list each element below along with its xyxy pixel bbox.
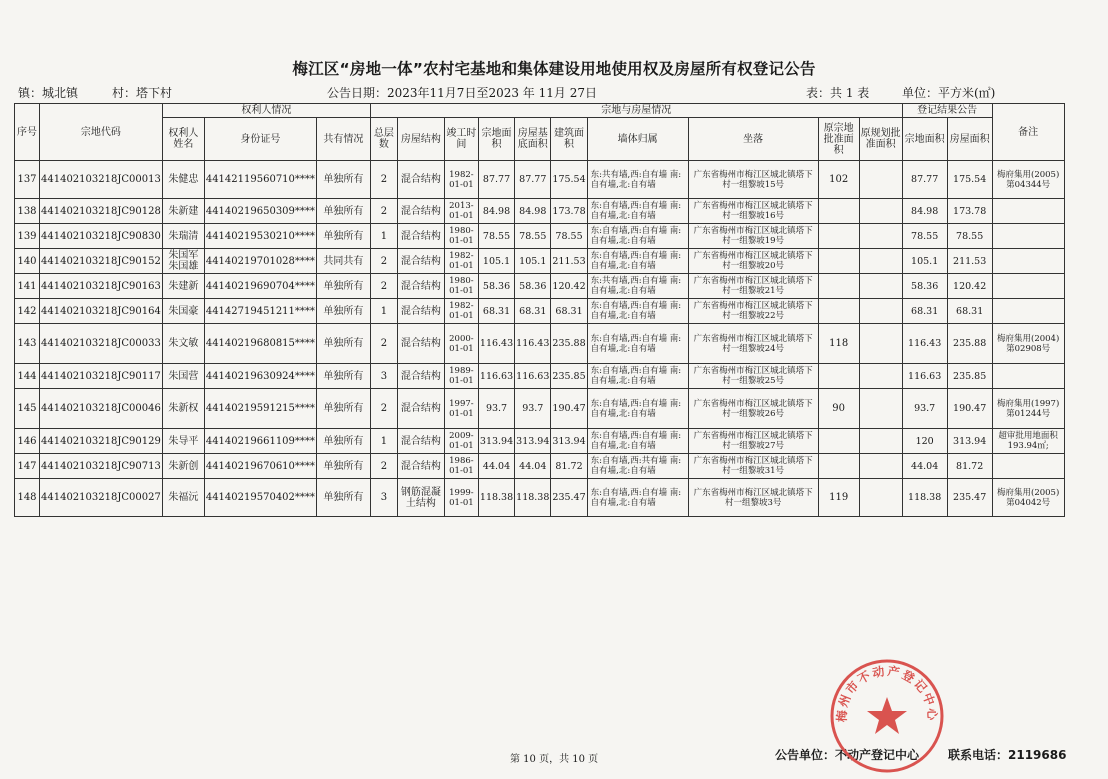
cell-orig-plan (859, 249, 902, 274)
cell-floors: 2 (370, 274, 397, 299)
table-row (15, 249, 1065, 274)
cell-remark (992, 454, 1064, 479)
cell-seq: 148 (15, 479, 40, 517)
header-floor-area: 建筑面积 (551, 118, 587, 161)
cell-parcel-code: 441402103218JC00046 (40, 389, 163, 429)
cell-orig-approved: 90 (818, 389, 859, 429)
header-land-area: 宗地面积 (478, 118, 514, 161)
header-built-time: 竣工时间 (444, 118, 478, 161)
cell-seq: 140 (15, 249, 40, 274)
contact-phone: 联系电话：2119686 (948, 748, 1067, 762)
cell-base-area: 68.31 (515, 299, 551, 324)
cell-floor-area: 68.31 (551, 299, 587, 324)
header-walls: 墙体归属 (587, 118, 688, 161)
table-row (15, 299, 1065, 324)
cell-seq: 138 (15, 199, 40, 224)
header-parcel-code: 宗地代码 (40, 104, 163, 161)
cell-id-number: 44140219530210**** (204, 224, 316, 249)
cell-land-area: 68.31 (478, 299, 514, 324)
cell-remark (992, 249, 1064, 274)
town-label: 镇：城北镇 (18, 86, 79, 100)
cell-sharing: 单独所有 (316, 274, 370, 299)
cell-result-house-area: 235.88 (947, 324, 992, 364)
cell-result-land-area: 93.7 (902, 389, 947, 429)
cell-built-time: 2013-01-01 (444, 199, 478, 224)
cell-result-land-area: 105.1 (902, 249, 947, 274)
cell-orig-plan (859, 224, 902, 249)
cell-sharing: 单独所有 (316, 454, 370, 479)
cell-floor-area: 211.53 (551, 249, 587, 274)
cell-floor-area: 81.72 (551, 454, 587, 479)
cell-location: 广东省梅州市梅江区城北镇塔下村一组黎坡3号 (688, 479, 818, 517)
cell-remark (992, 299, 1064, 324)
cell-floors: 2 (370, 161, 397, 199)
cell-owner-name: 朱国豪 (162, 299, 204, 324)
cell-seq: 144 (15, 364, 40, 389)
table-row (15, 479, 1065, 517)
cell-remark: 超审批用地面积193.94㎡; (992, 429, 1064, 454)
cell-location: 广东省梅州市梅江区城北镇塔下村一组黎坡26号 (688, 389, 818, 429)
seal-star-icon (867, 697, 907, 734)
cell-floor-area: 190.47 (551, 389, 587, 429)
cell-walls: 东:共有墙,西:自有墙 南:自有墙,北:自有墙 (587, 274, 688, 299)
cell-structure: 混合结构 (397, 364, 444, 389)
cell-orig-approved: 118 (818, 324, 859, 364)
cell-structure: 混合结构 (397, 249, 444, 274)
cell-orig-plan (859, 299, 902, 324)
cell-owner-name: 朱文敏 (162, 324, 204, 364)
cell-location: 广东省梅州市梅江区城北镇塔下村一组黎坡21号 (688, 274, 818, 299)
cell-sharing: 单独所有 (316, 479, 370, 517)
seal-text: 梅州市不动产登记中心 (834, 663, 940, 723)
cell-base-area: 93.7 (515, 389, 551, 429)
cell-id-number: 44140219591215**** (204, 389, 316, 429)
cell-remark (992, 364, 1064, 389)
cell-base-area: 84.98 (515, 199, 551, 224)
cell-structure: 混合结构 (397, 429, 444, 454)
cell-floor-area: 120.42 (551, 274, 587, 299)
cell-orig-approved (818, 274, 859, 299)
cell-floors: 2 (370, 454, 397, 479)
cell-id-number: 44140219690704**** (204, 274, 316, 299)
cell-base-area: 105.1 (515, 249, 551, 274)
cell-parcel-code: 441402103218JC90129 (40, 429, 163, 454)
cell-base-area: 58.36 (515, 274, 551, 299)
cell-parcel-code: 441402103218JC90117 (40, 364, 163, 389)
cell-walls: 东:自有墙,西:自有墙 南:自有墙,北:自有墙 (587, 199, 688, 224)
cell-result-land-area: 58.36 (902, 274, 947, 299)
cell-orig-plan (859, 324, 902, 364)
table-row (15, 161, 1065, 199)
cell-seq: 143 (15, 324, 40, 364)
cell-owner-name: 朱福沅 (162, 479, 204, 517)
cell-structure: 混合结构 (397, 389, 444, 429)
cell-result-house-area: 235.85 (947, 364, 992, 389)
cell-walls: 东:自有墙,西:自有墙 南:自有墙,北:自有墙 (587, 299, 688, 324)
cell-id-number: 44140219680815**** (204, 324, 316, 364)
cell-built-time: 1980-01-01 (444, 274, 478, 299)
cell-remark: 梅府集用(2005)第04344号 (992, 161, 1064, 199)
cell-sharing: 单独所有 (316, 324, 370, 364)
cell-parcel-code: 441402103218JC90713 (40, 454, 163, 479)
cell-base-area: 116.63 (515, 364, 551, 389)
cell-floors: 1 (370, 299, 397, 324)
announcing-unit: 公告单位：不动产登记中心 (775, 748, 920, 762)
header-owner-name: 权利人姓名 (162, 118, 204, 161)
cell-orig-plan (859, 389, 902, 429)
cell-location: 广东省梅州市梅江区城北镇塔下村一组黎坡16号 (688, 199, 818, 224)
cell-walls: 东:自有墙,西:自有墙 南:自有墙,北:自有墙 (587, 479, 688, 517)
cell-floors: 3 (370, 364, 397, 389)
cell-location: 广东省梅州市梅江区城北镇塔下村一组黎坡31号 (688, 454, 818, 479)
cell-land-area: 105.1 (478, 249, 514, 274)
cell-orig-plan (859, 454, 902, 479)
cell-parcel-code: 441402103218JC90164 (40, 299, 163, 324)
cell-floors: 2 (370, 324, 397, 364)
cell-structure: 钢筋混凝土结构 (397, 479, 444, 517)
official-seal-stamp (828, 657, 946, 775)
cell-location: 广东省梅州市梅江区城北镇塔下村一组黎坡15号 (688, 161, 818, 199)
cell-location: 广东省梅州市梅江区城北镇塔下村一组黎坡19号 (688, 224, 818, 249)
cell-result-house-area: 175.54 (947, 161, 992, 199)
cell-floors: 1 (370, 429, 397, 454)
cell-land-area: 84.98 (478, 199, 514, 224)
cell-location: 广东省梅州市梅江区城北镇塔下村一组黎坡25号 (688, 364, 818, 389)
cell-owner-name: 朱新建 (162, 199, 204, 224)
table-row (15, 429, 1065, 454)
cell-result-land-area: 116.63 (902, 364, 947, 389)
cell-walls: 东:自有墙,西:自有墙 南:自有墙,北:自有墙 (587, 249, 688, 274)
cell-location: 广东省梅州市梅江区城北镇塔下村一组黎坡20号 (688, 249, 818, 274)
cell-base-area: 313.94 (515, 429, 551, 454)
cell-walls: 东:自有墙,西:自有墙 南:自有墙,北:自有墙 (587, 224, 688, 249)
cell-owner-name: 朱新权 (162, 389, 204, 429)
cell-floors: 2 (370, 199, 397, 224)
cell-parcel-code: 441402103218JC90128 (40, 199, 163, 224)
cell-sharing: 单独所有 (316, 199, 370, 224)
header-id-number: 身份证号 (204, 118, 316, 161)
cell-floors: 1 (370, 224, 397, 249)
cell-floor-area: 235.88 (551, 324, 587, 364)
cell-walls: 东:共有墙,西:自有墙 南:自有墙,北:自有墙 (587, 161, 688, 199)
cell-base-area: 44.04 (515, 454, 551, 479)
cell-sharing: 单独所有 (316, 389, 370, 429)
cell-floors: 2 (370, 249, 397, 274)
village-label: 村：塔下村 (112, 86, 173, 100)
cell-sharing: 单独所有 (316, 161, 370, 199)
cell-result-house-area: 173.78 (947, 199, 992, 224)
header-result-house-area: 房屋面积 (947, 118, 992, 161)
cell-base-area: 78.55 (515, 224, 551, 249)
cell-sharing: 单独所有 (316, 429, 370, 454)
cell-result-land-area: 116.43 (902, 324, 947, 364)
cell-result-house-area: 78.55 (947, 224, 992, 249)
cell-result-land-area: 78.55 (902, 224, 947, 249)
cell-orig-plan (859, 479, 902, 517)
table-row (15, 364, 1065, 389)
cell-orig-plan (859, 274, 902, 299)
header-remark: 备注 (992, 104, 1064, 161)
cell-structure: 混合结构 (397, 454, 444, 479)
cell-orig-plan (859, 161, 902, 199)
cell-base-area: 116.43 (515, 324, 551, 364)
cell-built-time: 1989-01-01 (444, 364, 478, 389)
cell-result-house-area: 120.42 (947, 274, 992, 299)
cell-owner-name: 朱建新 (162, 274, 204, 299)
cell-result-land-area: 84.98 (902, 199, 947, 224)
cell-land-area: 44.04 (478, 454, 514, 479)
cell-built-time: 2009-01-01 (444, 429, 478, 454)
header-structure: 房屋结构 (397, 118, 444, 161)
cell-land-area: 87.77 (478, 161, 514, 199)
cell-seq: 147 (15, 454, 40, 479)
registration-table (14, 103, 1065, 517)
cell-built-time: 2000-01-01 (444, 324, 478, 364)
header-location: 坐落 (688, 118, 818, 161)
cell-seq: 139 (15, 224, 40, 249)
cell-id-number: 44140219670610**** (204, 454, 316, 479)
header-group-land: 宗地与房屋情况 (370, 104, 902, 118)
cell-walls: 东:自有墙,西:自有墙 南:自有墙,北:自有墙 (587, 429, 688, 454)
cell-land-area: 78.55 (478, 224, 514, 249)
cell-built-time: 1986-01-01 (444, 454, 478, 479)
header-sharing: 共有情况 (316, 118, 370, 161)
cell-walls: 东:自有墙,西:自有墙 南:自有墙,北:自有墙 (587, 324, 688, 364)
cell-land-area: 93.7 (478, 389, 514, 429)
table-row (15, 389, 1065, 429)
cell-result-house-area: 81.72 (947, 454, 992, 479)
cell-remark: 梅府集用(1997)第01244号 (992, 389, 1064, 429)
cell-structure: 混合结构 (397, 299, 444, 324)
header-orig-plan: 原规划批准面积 (859, 118, 902, 161)
cell-land-area: 118.38 (478, 479, 514, 517)
cell-orig-approved: 102 (818, 161, 859, 199)
cell-remark: 梅府集用(2005)第04042号 (992, 479, 1064, 517)
cell-parcel-code: 441402103218JC90152 (40, 249, 163, 274)
cell-owner-name: 朱导平 (162, 429, 204, 454)
cell-result-house-area: 68.31 (947, 299, 992, 324)
cell-parcel-code: 441402103218JC00027 (40, 479, 163, 517)
cell-base-area: 118.38 (515, 479, 551, 517)
header-base-area: 房屋基底面积 (515, 118, 551, 161)
announcement-date: 公告日期：2023年11月7日至2023 年 11月 27日 (327, 86, 597, 100)
cell-location: 广东省梅州市梅江区城北镇塔下村一组黎坡22号 (688, 299, 818, 324)
cell-sharing: 单独所有 (316, 364, 370, 389)
cell-structure: 混合结构 (397, 161, 444, 199)
header-result-land-area: 宗地面积 (902, 118, 947, 161)
cell-remark (992, 224, 1064, 249)
cell-seq: 137 (15, 161, 40, 199)
cell-walls: 东:自有墙,西:自有墙 南:自有墙,北:自有墙 (587, 389, 688, 429)
cell-structure: 混合结构 (397, 224, 444, 249)
cell-result-land-area: 44.04 (902, 454, 947, 479)
cell-id-number: 44140219650309**** (204, 199, 316, 224)
cell-result-land-area: 87.77 (902, 161, 947, 199)
cell-result-land-area: 120 (902, 429, 947, 454)
table-body (15, 161, 1065, 517)
cell-parcel-code: 441402103218JC90163 (40, 274, 163, 299)
cell-id-number: 44140219630924**** (204, 364, 316, 389)
cell-remark (992, 199, 1064, 224)
cell-seq: 141 (15, 274, 40, 299)
cell-orig-approved (818, 199, 859, 224)
cell-result-house-area: 190.47 (947, 389, 992, 429)
cell-land-area: 116.63 (478, 364, 514, 389)
table-count: 表：共 1 表 (806, 86, 870, 100)
cell-orig-approved: 119 (818, 479, 859, 517)
cell-parcel-code: 441402103218JC00013 (40, 161, 163, 199)
cell-land-area: 313.94 (478, 429, 514, 454)
header-floors: 总层数 (370, 118, 397, 161)
unit-label: 单位：平方米(㎡) (902, 86, 996, 100)
cell-base-area: 87.77 (515, 161, 551, 199)
table-row (15, 454, 1065, 479)
cell-floor-area: 235.85 (551, 364, 587, 389)
cell-built-time: 1999-01-01 (444, 479, 478, 517)
cell-structure: 混合结构 (397, 199, 444, 224)
header-orig-approved: 原宗地批准面积 (818, 118, 859, 161)
cell-orig-plan (859, 364, 902, 389)
cell-built-time: 1980-01-01 (444, 224, 478, 249)
cell-owner-name: 朱新创 (162, 454, 204, 479)
cell-sharing: 共同共有 (316, 249, 370, 274)
header-seq: 序号 (15, 104, 40, 161)
cell-structure: 混合结构 (397, 324, 444, 364)
cell-result-land-area: 118.38 (902, 479, 947, 517)
cell-result-land-area: 68.31 (902, 299, 947, 324)
cell-orig-approved (818, 224, 859, 249)
cell-floor-area: 313.94 (551, 429, 587, 454)
table-row (15, 274, 1065, 299)
cell-sharing: 单独所有 (316, 224, 370, 249)
header-group-owner: 权利人情况 (162, 104, 370, 118)
cell-id-number: 44140219661109**** (204, 429, 316, 454)
cell-orig-approved (818, 299, 859, 324)
cell-built-time: 1982-01-01 (444, 249, 478, 274)
document-title: 梅江区“房地一体”农村宅基地和集体建设用地使用权及房屋所有权登记公告 (292, 60, 816, 78)
cell-built-time: 1982-01-01 (444, 161, 478, 199)
header-group-result: 登记结果公告 (902, 104, 992, 118)
cell-built-time: 1997-01-01 (444, 389, 478, 429)
cell-walls: 东:自有墙,西:共有墙 南:自有墙,北:自有墙 (587, 454, 688, 479)
cell-floor-area: 78.55 (551, 224, 587, 249)
cell-owner-name: 朱健忠 (162, 161, 204, 199)
cell-floors: 3 (370, 479, 397, 517)
cell-result-house-area: 235.47 (947, 479, 992, 517)
table-row (15, 224, 1065, 249)
cell-location: 广东省梅州市梅江区城北镇塔下村一组黎坡24号 (688, 324, 818, 364)
cell-id-number: 44140219570402**** (204, 479, 316, 517)
cell-land-area: 116.43 (478, 324, 514, 364)
cell-location: 广东省梅州市梅江区城北镇塔下村一组黎坡27号 (688, 429, 818, 454)
cell-id-number: 44142119560710**** (204, 161, 316, 199)
cell-result-house-area: 211.53 (947, 249, 992, 274)
cell-remark: 梅府集用(2004)第02908号 (992, 324, 1064, 364)
cell-floor-area: 173.78 (551, 199, 587, 224)
cell-result-house-area: 313.94 (947, 429, 992, 454)
cell-sharing: 单独所有 (316, 299, 370, 324)
cell-orig-plan (859, 199, 902, 224)
cell-floors: 2 (370, 389, 397, 429)
cell-orig-approved (818, 454, 859, 479)
cell-owner-name: 朱国营 (162, 364, 204, 389)
cell-built-time: 1982-01-01 (444, 299, 478, 324)
cell-orig-approved (818, 364, 859, 389)
cell-id-number: 44142719451211**** (204, 299, 316, 324)
cell-parcel-code: 441402103218JC00033 (40, 324, 163, 364)
cell-floor-area: 175.54 (551, 161, 587, 199)
cell-orig-plan (859, 429, 902, 454)
page-number: 第 10 页，共 10 页 (510, 754, 599, 765)
cell-id-number: 44140219701028**** (204, 249, 316, 274)
cell-structure: 混合结构 (397, 274, 444, 299)
cell-walls: 东:自有墙,西:自有墙 南:自有墙,北:自有墙 (587, 364, 688, 389)
cell-seq: 146 (15, 429, 40, 454)
cell-floor-area: 235.47 (551, 479, 587, 517)
cell-owner-name: 朱瑞清 (162, 224, 204, 249)
cell-owner-name: 朱国军 朱国雄 (162, 249, 204, 274)
cell-seq: 142 (15, 299, 40, 324)
cell-orig-approved (818, 249, 859, 274)
cell-parcel-code: 441402103218JC90830 (40, 224, 163, 249)
cell-remark (992, 274, 1064, 299)
cell-orig-approved (818, 429, 859, 454)
table-row (15, 324, 1065, 364)
cell-land-area: 58.36 (478, 274, 514, 299)
table-row (15, 199, 1065, 224)
cell-seq: 145 (15, 389, 40, 429)
